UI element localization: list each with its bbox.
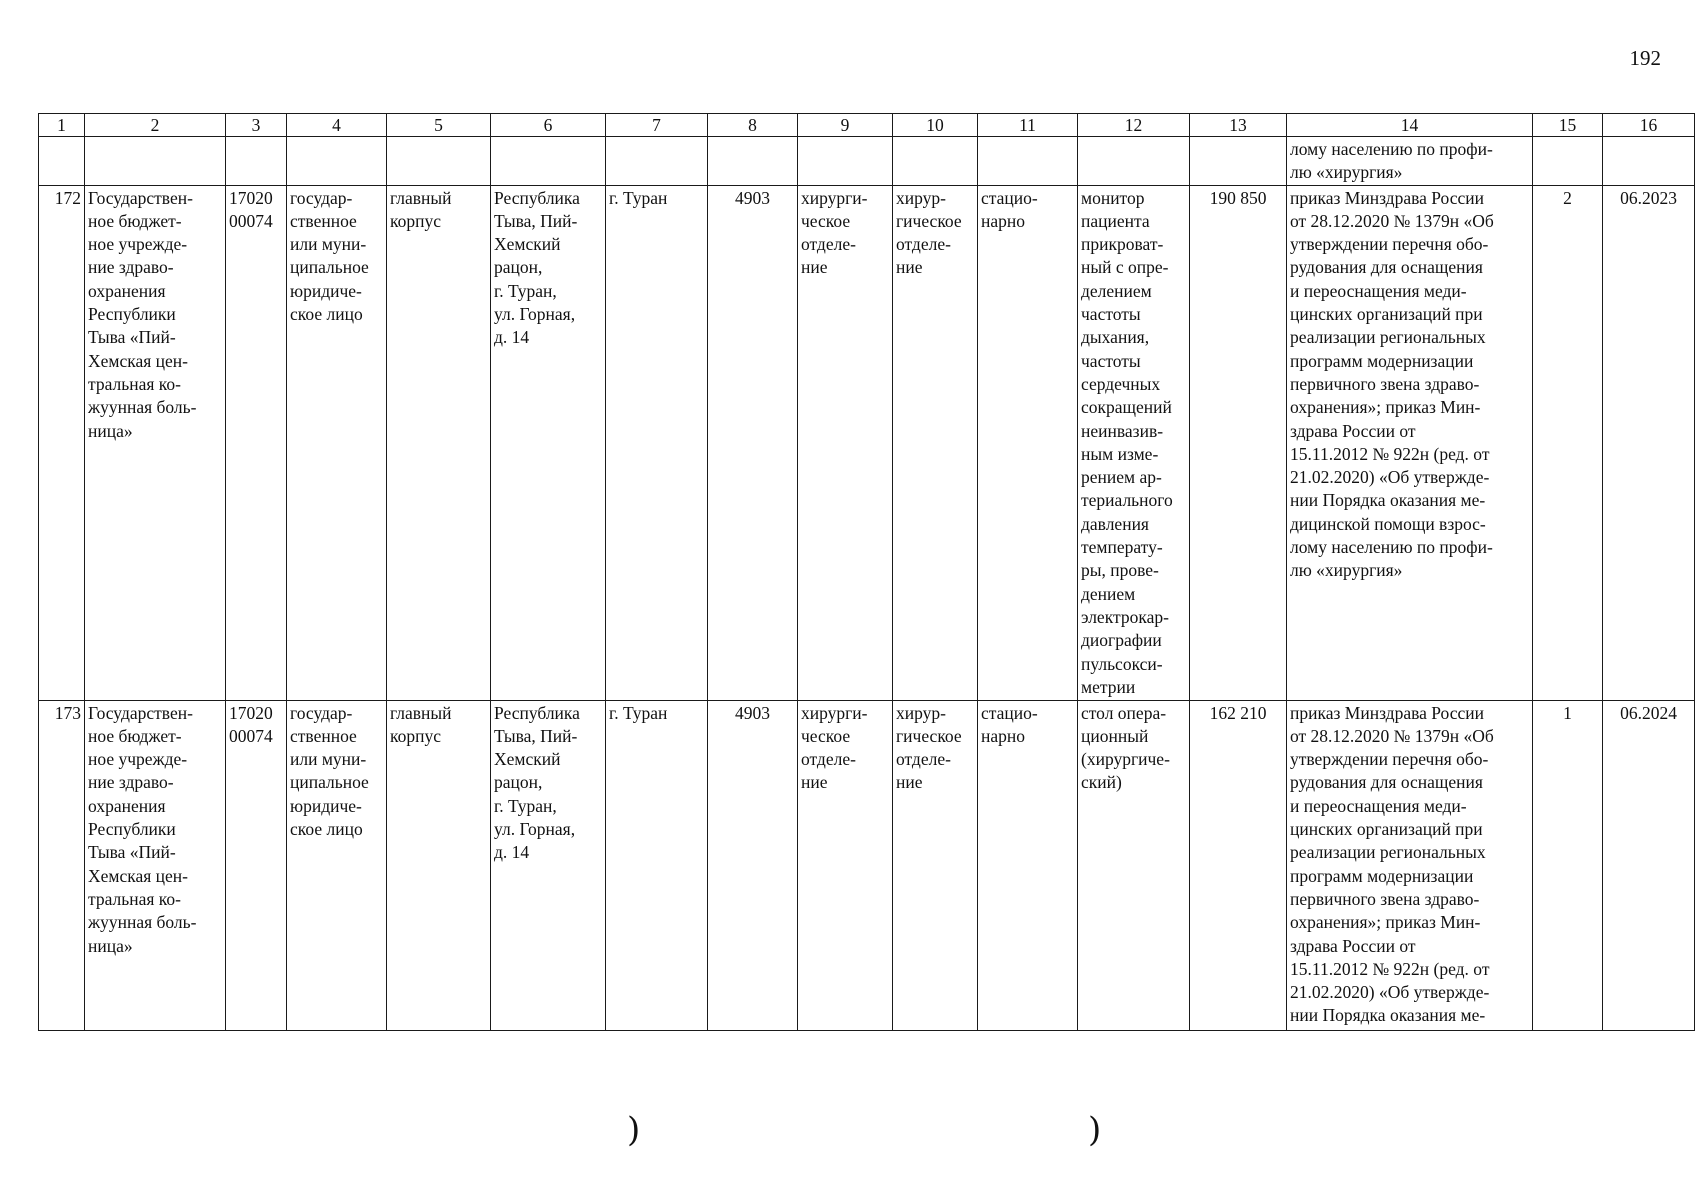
- department: хирурги- ческое отделе- ние: [801, 702, 868, 793]
- basis-cell: лому населению по профи- лю «хирургия»: [1290, 139, 1493, 183]
- column-header: 7: [606, 114, 708, 137]
- population: 4903: [735, 702, 770, 723]
- profile: хирур- гическое отделе- ние: [896, 187, 962, 278]
- city: г. Туран: [609, 702, 668, 723]
- column-header: 11: [978, 114, 1078, 137]
- population: 4903: [735, 187, 770, 208]
- organization-name: Государствен- ное бюджет- ное учрежде- ние здраво- охранения Республики Тыва «Пий- Хемская цен- тральная ко- жуунная боль- ница»: [88, 187, 197, 441]
- care-form: стацио- нарно: [981, 702, 1038, 746]
- column-header: 4: [287, 114, 387, 137]
- department: хирурги- ческое отделе- ние: [801, 187, 868, 278]
- organization-code: 17020 00074: [229, 187, 273, 231]
- column-header: 5: [387, 114, 491, 137]
- binding-mark: ): [627, 1110, 641, 1150]
- row-number: 172: [54, 187, 81, 208]
- column-header: 14: [1287, 114, 1533, 137]
- row-number: 173: [54, 702, 81, 723]
- continuation-row: [39, 137, 1695, 186]
- address: Республика Тыва, Пий- Хемский рацон, г. Туран, ул. Горная, д. 14: [494, 702, 580, 863]
- equipment-name: стол опера- ционный (хирургиче- ский): [1081, 702, 1170, 793]
- basis-cell: приказ Минздрава России от 28.12.2020 № 1379н «Об утверждении перечня обо- рудования для оснащения и переоснащения меди- цинских организаций при реализации региональных программ модернизации первичного звена здраво- охранения»; приказ Мин- здрава России от 15.11.2012 № 922н (ред. от 21.02.2020) «Об утвержде- нии Порядка оказания ме- дицинской помощи взрос- лому населению по профи- лю «хирургия»: [1290, 187, 1494, 581]
- column-header: 1: [39, 114, 85, 137]
- column-header: 13: [1190, 114, 1287, 137]
- legal-form: государ- ственное или муни- ципальное юридиче- ское лицо: [290, 702, 369, 840]
- equipment-name: монитор пациента прикроват- ный с опре- делением частоты дыхания, частоты сердечных сокращений неинвазив- ным изме- рением ар- териального давления температу- ры, прове- дением электрокар- диографии пульсокси- метрии: [1081, 187, 1173, 697]
- price: 162 210: [1209, 702, 1267, 723]
- care-form: стацио- нарно: [981, 187, 1038, 231]
- organization-name: Государствен- ное бюджет- ное учрежде- ние здраво- охранения Республики Тыва «Пий- Хемская цен- тральная ко- жуунная боль- ница»: [88, 702, 197, 956]
- column-header: 16: [1603, 114, 1695, 137]
- legal-form: государ- ственное или муни- ципальное юридиче- ское лицо: [290, 187, 369, 325]
- page-number: 192: [1629, 46, 1661, 70]
- column-header: 8: [708, 114, 798, 137]
- column-header: 2: [85, 114, 226, 137]
- equipment-register-table: [38, 113, 1695, 1031]
- date: 06.2023: [1620, 187, 1677, 208]
- price: 190 850: [1209, 187, 1267, 208]
- column-number-header: [39, 114, 1695, 137]
- address: Республика Тыва, Пий- Хемский рацон, г. Туран, ул. Горная, д. 14: [494, 187, 580, 348]
- building: главный корпус: [390, 702, 452, 746]
- column-header: 15: [1533, 114, 1603, 137]
- table-row: [39, 185, 1695, 700]
- profile: хирур- гическое отделе- ние: [896, 702, 962, 793]
- quantity: 2: [1563, 187, 1572, 208]
- column-header: 9: [798, 114, 893, 137]
- organization-code: 17020 00074: [229, 702, 273, 746]
- column-header: 12: [1078, 114, 1190, 137]
- binding-mark: ): [1088, 1110, 1102, 1150]
- date: 06.2024: [1620, 702, 1677, 723]
- column-header: 6: [491, 114, 606, 137]
- table-row: [39, 700, 1695, 1030]
- column-header: 3: [226, 114, 287, 137]
- column-header: 10: [893, 114, 978, 137]
- basis-cell: приказ Минздрава России от 28.12.2020 № 1379н «Об утверждении перечня обо- рудования для оснащения и переоснащения меди- цинских организаций при реализации региональных программ модернизации первичного звена здраво- охранения»; приказ Мин- здрава России от 15.11.2012 № 922н (ред. от 21.02.2020) «Об утвержде- нии Порядка оказания ме-: [1290, 702, 1494, 1026]
- city: г. Туран: [609, 187, 668, 208]
- quantity: 1: [1563, 702, 1572, 723]
- building: главный корпус: [390, 187, 452, 231]
